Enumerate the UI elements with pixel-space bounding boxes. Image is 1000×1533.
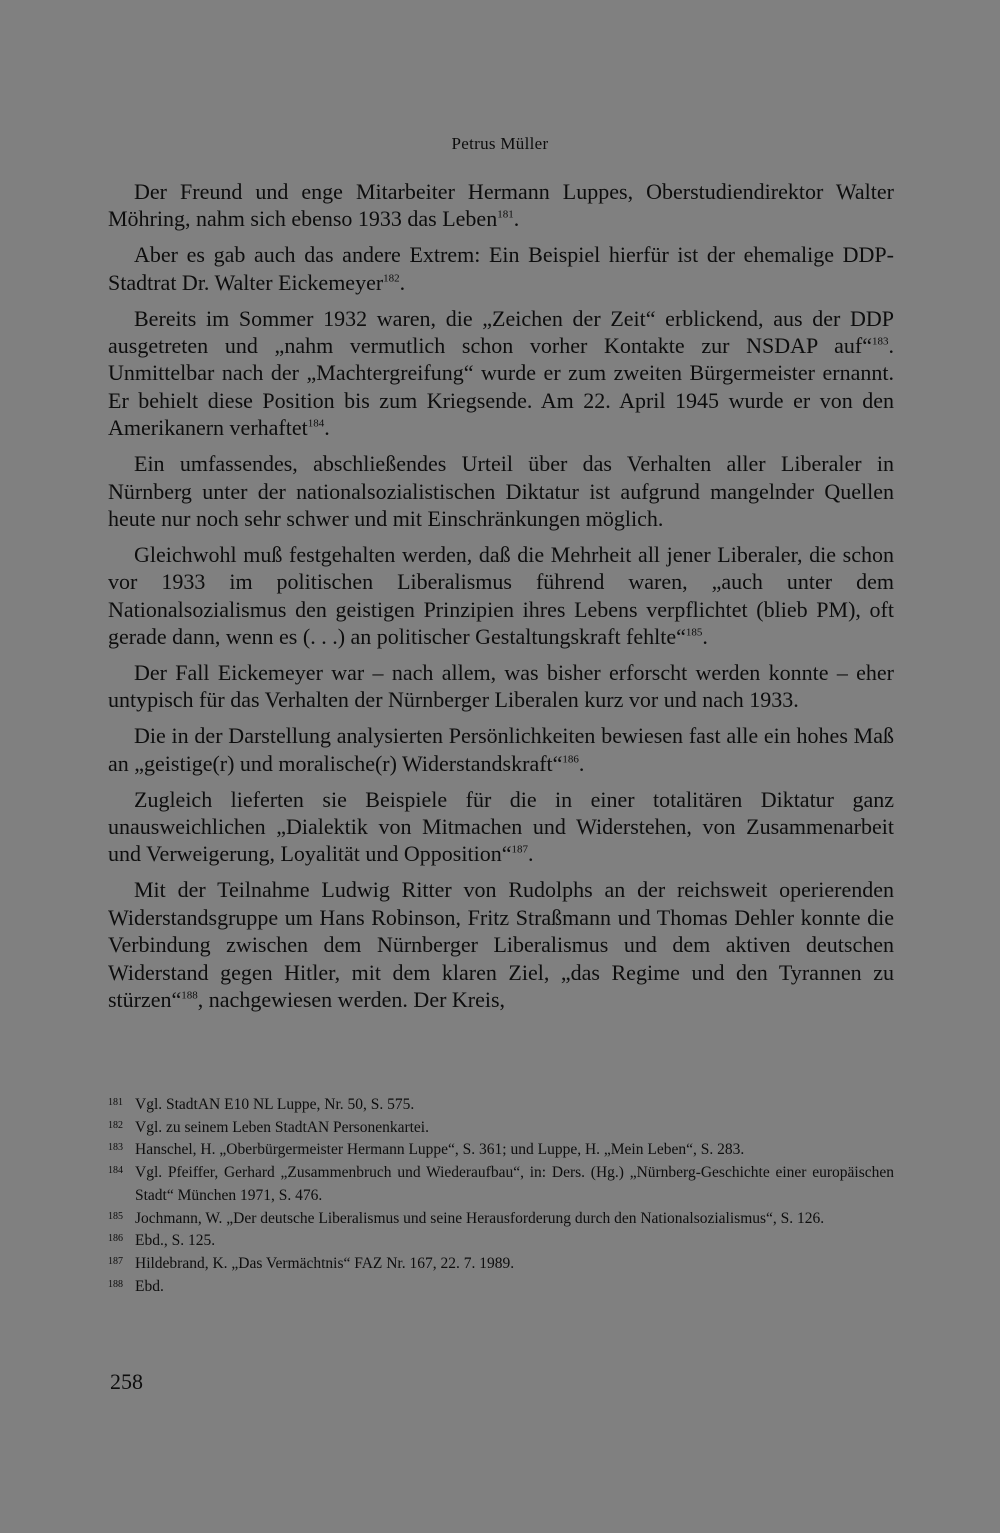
footnote-text: Vgl. zu seinem Leben StadtAN Personenkartei. <box>135 1118 429 1136</box>
footnote <box>108 1208 894 1231</box>
paragraph: Der Freund und enge Mitarbeiter Hermann Luppes, Oberstudiendirektor Walter Möhring, nahm sich ebenso 1933 das Leben$^{181}$. <box>108 179 894 232</box>
footnote <box>108 1230 894 1253</box>
footnote-number: 188 <box>108 1278 123 1290</box>
footnote-text: Hildebrand, K. „Das Vermächtnis“ FAZ Nr. 167, 22. 7. 1989. <box>135 1254 515 1272</box>
paragraph: Mit der Teilnahme Ludwig Ritter von Rudolphs an der reichsweit operierenden Widerstandsgruppe um Hans Robinson, Fritz Straßmann und Thomas Dehler konnte die Verbindung zwischen dem Nürnberger Liberalismus und dem aktiven deutschen Widerstand gegen Hitler, mit dem klaren Ziel, „das Regime und den Tyrannen zu stürzen“$^{188}$, nachgewiesen werden. Der Kreis, <box>108 877 894 1012</box>
footnote-reference[interactable]: 185 <box>685 626 703 639</box>
paragraph: Aber es gab auch das andere Extrem: Ein Beispiel hierfür ist der ehemalige DDP-Stadtrat Dr. Walter Eickemeyer$^{182}$. <box>108 242 894 295</box>
footnote <box>108 1139 894 1162</box>
footnote <box>108 1276 894 1299</box>
footnote-number: 182 <box>108 1119 123 1131</box>
footnote-reference[interactable]: 182 <box>383 272 400 285</box>
footnote <box>108 1117 894 1140</box>
paragraph: Der Fall Eickemeyer war – nach allem, was bisher erforscht werden konnte – eher untypisch für das Verhalten der Nürnberger Liberalen kurz vor und nach 1933. <box>108 660 894 713</box>
footnote-reference[interactable]: 187 <box>511 844 528 857</box>
body-text <box>108 178 894 1022</box>
page-number: 258 <box>110 1369 143 1394</box>
paragraph: Ein umfassendes, abschließendes Urteil über das Verhalten aller Liberaler in Nürnberg unter der nationalsozialistischen Diktatur ist aufgrund mangelnder Quellen heute nur noch sehr schwer und mit Einschränkungen möglich. <box>108 451 894 531</box>
running-head: Petrus Müller <box>451 134 549 153</box>
paragraph: Bereits im Sommer 1932 waren, die „Zeichen der Zeit“ erblickend, aus der DDP ausgetreten und „nahm vermutlich schon vorher Kontakte zur NSDAP auf“$^{183}$. Unmittelbar nach der „Machtergreifung“ wurde er zum zweiten Bürgermeister ernannt. Er behielt diese Position bis zum Kriegsende. Am 22. April 1945 wurde er von den Amerikanern verhaftet$^{184}$. <box>108 305 894 441</box>
footnote-reference[interactable]: 186 <box>562 753 579 766</box>
footnote <box>108 1162 894 1207</box>
footnote-text: Ebd. <box>135 1277 164 1295</box>
footnote-text: Hanschel, H. „Oberbürgermeister Hermann Luppe“, S. 361; und Luppe, H. „Mein Leben“, S. 283. <box>135 1141 745 1159</box>
footnote <box>108 1253 894 1276</box>
footnote <box>108 1094 894 1117</box>
footnote-number: 184 <box>108 1165 123 1177</box>
paragraph: Die in der Darstellung analysierten Persönlichkeiten bewiesen fast alle ein hohes Maß an „geistige(r) und moralische(r) Widerstandskraft“$^{186}$. <box>108 723 894 776</box>
footnote-text: Jochmann, W. „Der deutsche Liberalismus und seine Herausforderung durch den Nationalsozialismus“, S. 126. <box>135 1209 825 1227</box>
paragraph: Zugleich lieferten sie Beispiele für die in einer totalitären Diktatur ganz unausweichlichen „Dialektik von Mitmachen und Widerstehen, von Zusammenarbeit und Verweigerung, Loyalität und Opposition“$^{187}$. <box>108 786 894 867</box>
footnote-text: Vgl. Pfeiffer, Gerhard „Zusammenbruch und Wiederaufbau“, in: Ders. (Hg.) „Nürnberg-Geschichte einer europäischen Stadt“ München 1971, S. 476. <box>135 1164 894 1204</box>
footnote-number: 187 <box>108 1255 123 1267</box>
footnote-number: 181 <box>108 1097 123 1108</box>
footnote-number: 185 <box>108 1210 123 1222</box>
footnote-reference[interactable]: 184 <box>307 417 325 430</box>
footnotes <box>108 1094 894 1298</box>
footnote-text: Vgl. StadtAN E10 NL Luppe, Nr. 50, S. 575. <box>135 1096 415 1113</box>
paragraph: Gleichwohl muß festgehalten werden, daß die Mehrheit all jener Liberaler, die schon vor 1933 im politischen Liberalismus führend waren, „auch unter dem Nationalsozialismus den geistigen Prinzipien ihres Lebens verpflichtet (blieb PM), oft gerade dann, wenn es (. . .) an politischer Gestaltungskraft fehlte“$^{185}$. <box>108 541 894 650</box>
footnote-number: 186 <box>108 1233 123 1245</box>
footnote-reference[interactable]: 183 <box>872 335 889 348</box>
footnote-text: Ebd., S. 125. <box>135 1232 216 1250</box>
footnote-reference[interactable]: 181 <box>497 209 514 222</box>
footnote-number: 183 <box>108 1142 123 1154</box>
footnote-reference[interactable]: 188 <box>181 989 198 1002</box>
